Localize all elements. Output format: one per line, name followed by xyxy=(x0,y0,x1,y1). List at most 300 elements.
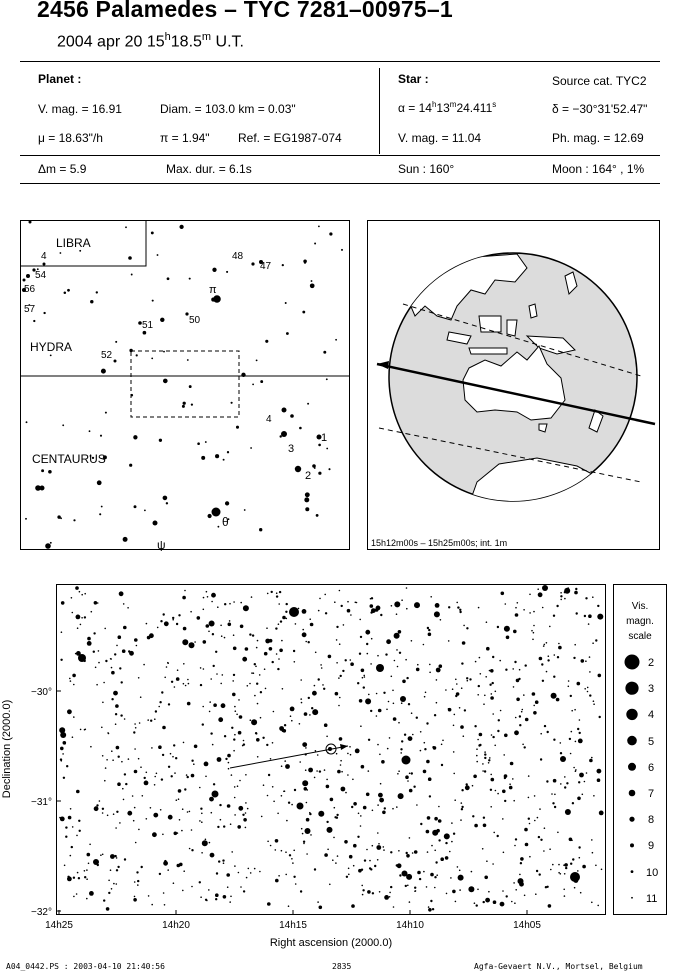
star-dot xyxy=(233,750,235,752)
star-dot xyxy=(314,467,316,469)
star-dot xyxy=(79,591,81,593)
star-dot xyxy=(434,887,436,889)
star-dot xyxy=(84,616,86,618)
star-dot xyxy=(300,679,302,681)
star-dot xyxy=(101,369,106,374)
star-dot xyxy=(87,641,92,646)
star-dot xyxy=(359,699,363,703)
star-dot xyxy=(537,817,539,819)
star-dot xyxy=(502,818,504,820)
star-dot xyxy=(116,645,118,647)
star-dot xyxy=(550,869,552,871)
scale-mag-label: 11 xyxy=(646,893,658,905)
star-dot xyxy=(304,497,309,502)
star-dot xyxy=(224,735,226,737)
star-dot xyxy=(167,869,169,871)
star-dot xyxy=(461,802,463,804)
star-dot xyxy=(199,787,201,789)
star-dot xyxy=(429,795,431,797)
star-dot xyxy=(172,617,174,619)
table-top-rule xyxy=(20,61,660,62)
star-dot xyxy=(292,862,294,864)
x-tick-label: 14h20 xyxy=(162,920,190,931)
star-dot xyxy=(281,431,287,437)
star-dot xyxy=(348,868,350,870)
star-dot xyxy=(592,596,594,598)
star-dot xyxy=(213,703,217,707)
star-dot xyxy=(125,226,127,228)
star-dot xyxy=(595,865,597,867)
star-dot xyxy=(518,678,520,680)
star-dot xyxy=(326,378,328,380)
star-dot xyxy=(267,841,269,843)
star-dot xyxy=(73,684,75,686)
star-dot xyxy=(203,609,205,611)
star-dot xyxy=(221,635,223,637)
star-dot xyxy=(132,795,134,797)
star-dot xyxy=(402,756,411,765)
star-dot xyxy=(182,808,184,810)
star-dot xyxy=(355,602,357,604)
star-dot xyxy=(257,756,259,758)
star-dot xyxy=(542,585,548,591)
star-dot xyxy=(504,734,508,738)
star-dot xyxy=(105,660,107,662)
star-dot xyxy=(302,632,307,637)
star-dot xyxy=(534,795,536,797)
star-dot xyxy=(340,764,342,766)
star-dot xyxy=(357,682,359,684)
star-dot xyxy=(574,878,579,883)
star-dot xyxy=(170,753,172,755)
star-dot xyxy=(445,689,447,691)
star-dot xyxy=(533,705,535,707)
mag-drop: Δm = 5.9 xyxy=(38,162,87,176)
star-dot xyxy=(272,742,274,744)
star-dot xyxy=(76,615,81,620)
star-dot xyxy=(220,819,222,821)
star-dot xyxy=(201,813,203,815)
star-dot xyxy=(173,744,175,746)
star-dot xyxy=(191,886,193,888)
star-dot xyxy=(237,825,241,829)
star-dot xyxy=(301,702,303,704)
y-tick-label: −32° xyxy=(31,907,52,918)
star-dot xyxy=(175,757,177,759)
star-dot xyxy=(270,758,272,760)
star-dot xyxy=(412,734,414,736)
star-dot xyxy=(205,441,207,443)
star-dot xyxy=(495,790,497,792)
star-dot xyxy=(189,848,191,850)
star-phmag: Ph. mag. = 12.69 xyxy=(552,131,644,145)
star-dot xyxy=(568,680,570,682)
star-label: 57 xyxy=(24,304,36,315)
moon-info: Moon : 164° , 1% xyxy=(552,162,645,176)
star-dot xyxy=(72,826,74,828)
star-dot xyxy=(103,899,105,901)
star-dot xyxy=(428,777,432,781)
star-dot xyxy=(60,732,66,738)
star-dot xyxy=(341,605,343,607)
star-dot xyxy=(200,684,202,686)
star-dot xyxy=(489,670,491,672)
star-dot xyxy=(330,798,334,802)
star-dot xyxy=(495,691,497,693)
star-dot xyxy=(336,626,338,628)
star-dot xyxy=(187,776,189,778)
star-dot xyxy=(625,655,640,670)
star-dot xyxy=(556,698,560,702)
star-dot xyxy=(176,677,180,681)
star-dot xyxy=(490,696,494,700)
star-dot xyxy=(144,510,146,512)
star-dot xyxy=(483,824,487,828)
star-dot xyxy=(560,595,562,597)
star-dot xyxy=(299,723,301,725)
scale-mag-label: 5 xyxy=(648,736,655,748)
star-dot xyxy=(106,907,110,911)
source-catalog: Source cat. TYC2 xyxy=(552,74,647,88)
star-dot xyxy=(599,716,601,718)
star-dot xyxy=(455,679,457,681)
star-dot xyxy=(575,741,577,743)
star-dot xyxy=(503,852,505,854)
star-dot xyxy=(558,646,562,650)
star-dot xyxy=(253,672,255,674)
star-dot xyxy=(453,833,455,835)
star-dot xyxy=(398,850,400,852)
star-dot xyxy=(234,706,236,708)
star-dot xyxy=(113,883,115,885)
star-dot xyxy=(389,896,391,898)
star-dot xyxy=(167,662,169,664)
star-dot xyxy=(160,809,162,811)
star-dot xyxy=(147,719,149,721)
star-dot xyxy=(482,770,484,772)
star-dot xyxy=(318,678,320,680)
star-dot xyxy=(405,885,407,887)
star-dot xyxy=(184,788,186,790)
star-dot xyxy=(240,886,242,888)
star-dot xyxy=(338,705,340,707)
star-dot xyxy=(95,667,97,669)
star-dot xyxy=(158,745,162,749)
star-dot xyxy=(564,588,570,594)
star-dot xyxy=(238,806,243,811)
star-dot xyxy=(597,605,599,607)
star-dot xyxy=(338,677,340,679)
star-dot xyxy=(238,699,240,701)
star-dot xyxy=(282,264,284,266)
star-dot xyxy=(589,694,591,696)
star-dot xyxy=(189,811,191,813)
scale-mag-label: 10 xyxy=(646,867,659,879)
star-dot xyxy=(173,882,175,884)
star-dot xyxy=(492,656,494,658)
star-dot xyxy=(521,711,523,713)
star-dot xyxy=(569,738,571,740)
star-dot xyxy=(206,591,208,593)
star-dot xyxy=(162,754,164,756)
star-dot xyxy=(371,608,376,613)
star-dot xyxy=(158,706,160,708)
star-dot xyxy=(118,635,122,639)
star-dot xyxy=(376,845,381,850)
star-dot xyxy=(564,863,568,867)
star-dot xyxy=(76,893,78,895)
star-dot xyxy=(201,456,205,460)
star-dot xyxy=(358,869,362,873)
star-dot xyxy=(571,710,573,712)
star-dot xyxy=(326,821,328,823)
star-dot xyxy=(233,738,235,740)
star-dot xyxy=(489,757,491,759)
star-dot xyxy=(400,752,402,754)
star-dot xyxy=(124,773,126,775)
star-dot xyxy=(466,783,468,785)
star-dot xyxy=(279,649,283,653)
star-dot xyxy=(290,715,292,717)
star-dot xyxy=(226,873,230,877)
star-dot xyxy=(442,740,444,742)
star-dot xyxy=(380,783,382,785)
star-dot xyxy=(134,638,138,642)
star-dot xyxy=(311,707,313,709)
star-dot xyxy=(45,543,51,549)
star-dot xyxy=(166,666,168,668)
star-dot xyxy=(223,895,227,899)
star-dot xyxy=(587,691,589,693)
star-dot xyxy=(67,289,70,292)
star-dot xyxy=(151,231,154,234)
star-dot xyxy=(217,526,219,528)
star-dot xyxy=(211,812,213,814)
star-dot xyxy=(524,828,528,832)
star-dot xyxy=(589,656,591,658)
star-dot xyxy=(283,791,285,793)
star-dot xyxy=(183,742,185,744)
star-dot xyxy=(245,774,247,776)
star-dot xyxy=(159,439,162,442)
star-dot xyxy=(216,872,218,874)
star-dot xyxy=(448,708,452,712)
star-dot xyxy=(162,726,166,730)
star-dot xyxy=(312,709,318,715)
star-dot xyxy=(212,268,216,272)
star-dot xyxy=(138,829,140,831)
star-dot xyxy=(312,691,317,696)
star-dot xyxy=(299,761,301,763)
star-dot xyxy=(459,889,461,891)
star-dot xyxy=(234,797,236,799)
star-dot xyxy=(99,513,101,515)
star-dot xyxy=(449,851,451,853)
star-dot xyxy=(411,772,413,774)
star-dot xyxy=(285,874,287,876)
star-dot xyxy=(183,663,185,665)
star-dot xyxy=(573,767,575,769)
star-dot xyxy=(43,312,45,314)
star-dot xyxy=(334,601,336,603)
star-chart xyxy=(0,584,612,956)
star-dot xyxy=(113,813,115,815)
star-dot xyxy=(529,594,531,596)
star-dot xyxy=(236,426,239,429)
star-dot xyxy=(278,875,280,877)
star-dot xyxy=(186,774,188,776)
constellation-libra: LIBRA xyxy=(56,236,91,250)
star-dot xyxy=(377,744,379,746)
planet-label: Planet : xyxy=(38,72,82,86)
star-dot xyxy=(574,644,576,646)
star-dot xyxy=(208,631,210,633)
star-dot xyxy=(210,732,212,734)
star-dot xyxy=(519,669,521,671)
star-dot xyxy=(629,817,634,822)
star-dot xyxy=(43,263,46,266)
star-dot xyxy=(144,777,146,779)
star-dot xyxy=(502,890,504,892)
scale-mag-label: 6 xyxy=(648,762,655,774)
star-dot xyxy=(531,630,533,632)
star-dot xyxy=(497,793,499,795)
star-dot xyxy=(316,514,319,517)
star-dot xyxy=(254,663,256,665)
star-dot xyxy=(81,594,83,596)
star-dot xyxy=(414,850,418,854)
star-dot xyxy=(100,435,102,437)
star-dot xyxy=(511,901,513,903)
star-dot xyxy=(305,641,307,643)
star-dot xyxy=(285,764,290,769)
star-dot xyxy=(459,611,461,613)
y-tick-label: −30° xyxy=(31,687,52,698)
star-dot xyxy=(427,851,429,853)
star-dot xyxy=(187,679,189,681)
star-dot xyxy=(500,902,505,907)
star-dot xyxy=(482,763,484,765)
star-dot xyxy=(249,633,251,635)
star-dot xyxy=(478,607,480,609)
star-dot xyxy=(94,601,98,605)
star-dot xyxy=(267,795,269,797)
star-dot xyxy=(243,605,249,611)
star-dot xyxy=(300,698,302,700)
star-dot xyxy=(519,874,521,876)
star-dot xyxy=(73,877,75,879)
star-dot xyxy=(123,603,125,605)
footer-organization: Agfa-Gevaert N.V., Mortsel, Belgium xyxy=(474,962,643,971)
star-dot xyxy=(259,871,261,873)
star-dot xyxy=(402,680,406,684)
star-dot xyxy=(90,746,92,748)
star-dot xyxy=(163,496,168,501)
star-dot xyxy=(302,742,307,747)
star-dot xyxy=(111,671,115,675)
star-dot xyxy=(424,748,426,750)
star-dot xyxy=(485,898,490,903)
star-dot xyxy=(115,723,117,725)
star-dot xyxy=(302,311,305,314)
star-dot xyxy=(80,729,82,731)
star-dot xyxy=(564,895,566,897)
star-dot xyxy=(570,863,572,865)
star-dot xyxy=(408,736,413,741)
star-dot xyxy=(113,691,118,696)
star-dot xyxy=(361,885,363,887)
star-dot xyxy=(265,688,267,690)
star-dot xyxy=(101,506,103,508)
star-dot xyxy=(26,421,28,423)
star-dot xyxy=(438,819,442,823)
star-dot xyxy=(136,645,138,647)
star-dot xyxy=(72,674,76,678)
star-dot xyxy=(277,668,279,670)
star-dot xyxy=(318,472,321,475)
star-dot xyxy=(420,731,422,733)
star-dot xyxy=(351,806,353,808)
star-dot xyxy=(432,908,434,910)
star-dot xyxy=(224,603,226,605)
star-dot xyxy=(423,644,425,646)
star-dot xyxy=(310,283,315,288)
table-bottom-rule xyxy=(20,183,660,184)
sun-elongation: Sun : 160° xyxy=(398,162,455,176)
star-dot xyxy=(117,866,119,868)
star-dot xyxy=(273,711,275,713)
star-dot xyxy=(233,647,237,651)
star-dot xyxy=(532,692,536,696)
star-dot xyxy=(217,826,219,828)
star-dot xyxy=(189,642,195,648)
star-dot xyxy=(486,647,490,651)
star-dot xyxy=(389,737,391,739)
star-dot xyxy=(115,713,117,715)
star-dot xyxy=(460,725,464,729)
star-dot xyxy=(378,843,380,845)
star-dot xyxy=(428,633,432,637)
star-dot xyxy=(466,677,468,679)
star-dot xyxy=(311,280,313,282)
star-dot xyxy=(135,727,137,729)
star-dot xyxy=(464,709,466,711)
star-dot xyxy=(406,587,408,589)
star-dot xyxy=(233,674,235,676)
star-dot xyxy=(397,863,402,868)
star-dot xyxy=(213,665,215,667)
star-dot xyxy=(539,808,541,810)
star-dot xyxy=(142,795,144,797)
star-dot xyxy=(479,744,481,746)
star-dot xyxy=(176,623,178,625)
star-dot xyxy=(309,813,311,815)
star-dot xyxy=(309,714,311,716)
star-dot xyxy=(526,843,528,845)
star-dot xyxy=(181,830,183,832)
star-dot xyxy=(188,683,190,685)
star-label: 2 xyxy=(305,470,312,482)
star-dot xyxy=(314,868,316,870)
star-dot xyxy=(143,331,147,335)
star-dot xyxy=(63,777,65,779)
star-dot xyxy=(384,895,389,900)
star-dot xyxy=(577,797,581,801)
star-dot xyxy=(459,870,461,872)
star-dot xyxy=(337,855,339,857)
star-dot xyxy=(584,615,586,617)
star-dot xyxy=(396,806,398,808)
